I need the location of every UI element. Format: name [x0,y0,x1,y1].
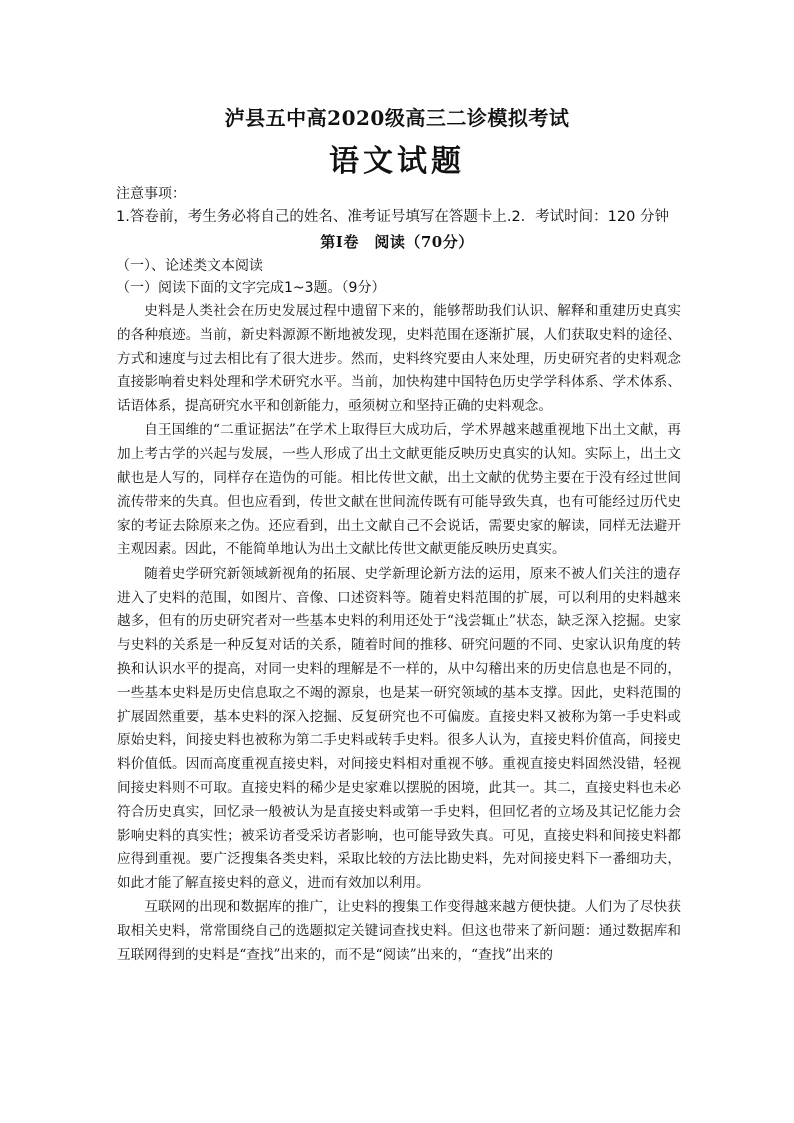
section-heading: （一）、论述类文本阅读 [116,258,263,274]
notice-item-1: 1.答卷前，考生务必将自己的姓名、准考证号填写在答题卡上.2．考试时间：120 分钟 [116,209,669,225]
exam-title: 泸县五中高2020级高三二诊模拟考试 [224,106,570,130]
notice-label: 注意事项： [116,186,186,202]
passage-paragraph: 互联网的出现和数据库的推广，让史料的搜集工作变得越来越方便快捷。人们为了尽快获取相关史料，常常围绕自己的选题拟定关键词查找史料。但这也带来了新问题：通过数据库和互联网得到的史料是“查找”出来的，而不是“阅读”出来的，“查找”出来的 [117,899,681,964]
passage-body [117,300,681,968]
passage-paragraph: 自王国维的“二重证据法”在学术上取得巨大成功后，学术界越来越重视地下出土文献，再加上考古学的兴起与发展，一些人形成了出土文献更能反映历史真实的认知。实际上，出土文献也是人写的，同样存在造伪的可能。相比传世文献，出土文献的优势主要在于没有经过世间流传带来的失真。但也应看到，传世文献在世间流传既有可能导致失真，也有可能经过历代史家的考证去除原来之伪。还应看到，出土文献自己不会说话，需要史家的解读，同样无法避开主观因素。因此，不能简单地认为出土文献比传世文献更能反映历史真实。 [117,422,681,558]
passage-paragraph: 随着史学研究新领域新视角的拓展、史学新理论新方法的运用，原来不被人们关注的遗存进入了史料的范围，如图片、音像、口述资料等。随着史料范围的扩展，可以利用的史料越来越多，但有的历史研究者对一些基本史料的利用还处于“浅尝辄止”状态，缺乏深入挖掘。史家与史料的关系是一种反复对话的关系，随着时间的推移、研究问题的不同、史家认识角度的转换和认识水平的提高，对同一史料的理解是不一样的，从中勾稽出来的历史信息也是不同的，一些基本史料是历史信息取之不竭的源泉，也是某一研究领域的基本支撑。因此，史料范围的扩展固然重要，基本史料的深入挖掘、反复研究也不可偏废。直接史料又被称为第一手史料或原始史料，间接史料也被称为第二手史料或转手史料。很多人认为，直接史料价值高，间接史料价值低。因而高度重视直接史料，对间接史料相对重视不够。重视直接史料固然没错，轻视间接史料则不可取。直接史料的稀少是史家难以摆脱的困境，此其一。其二，直接史料也未必符合历史真实，回忆录一般被认为是直接史料或第一手史料，但回忆者的立场及其记忆能力会影响史料的真实性；被采访者受采访者影响，也可能导致失真。可见，直接史料和间接史料都应得到重视。要广泛搜集各类史料，采取比较的方法比勘史料，先对间接史料下一番细功夫，如此才能了解直接史料的意义，进而有效加以利用。 [117,565,681,892]
subject-title: 语文试题 [329,144,465,179]
passage-paragraph: 史料是人类社会在历史发展过程中遗留下来的，能够帮助我们认识、解释和重建历史真实的各种痕迹。当前，新史料源源不断地被发现，史料范围在逐渐扩展，人们获取史料的途径、方式和速度与过去相比有了很大进步。然而，史料终究要由人来处理，历史研究者的史料观念直接影响着史料处理和学术研究水平。当前，加快构建中国特色历史学学科体系、学术体系、话语体系，提高研究水平和创新能力，亟须树立和坚持正确的史料观念。 [117,303,681,415]
question-instruction: （一）阅读下面的文字完成1~3题。（9分） [116,280,386,296]
part-title: 第Ⅰ卷 阅读（70分） [320,233,474,251]
